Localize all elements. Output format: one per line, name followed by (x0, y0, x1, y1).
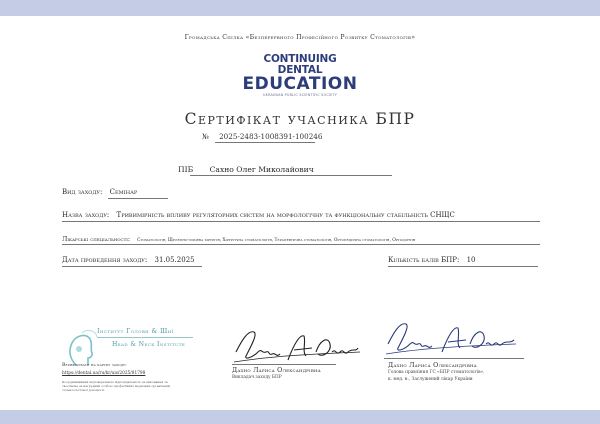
date-value: 31.05.2025 (154, 256, 195, 264)
event-type-underline (108, 198, 168, 199)
certificate-title: Сертифікат учасника БПР (184, 110, 416, 128)
event-type-label: Вид заходу: (62, 188, 103, 196)
fine-print: Координаційний відповідальною відповідальність за виконання та своєчасне за нагрудний особою професійних медичних організацій стоматологічної допомоги. (62, 380, 170, 393)
number-value: 2025-2483-1008391-100246 (219, 132, 323, 141)
logo-line-2: EDUCATION (242, 74, 358, 94)
event-type-row (62, 188, 137, 196)
signer-1-role: Викладач заходу БПР (232, 375, 282, 380)
signature-2-icon (384, 314, 518, 358)
certificate-number (202, 132, 322, 141)
points-underline (388, 266, 538, 267)
institute-separator (97, 337, 193, 338)
logo-line-1: CONTINUING DENTAL (263, 53, 337, 76)
fio-underline (190, 175, 392, 176)
points-label: Кількість балів БПР: (388, 256, 460, 264)
event-date-row (62, 256, 195, 264)
specialties-row (62, 235, 415, 243)
date-label: Дата проведення заходу: (62, 256, 148, 264)
points-value: 10 (466, 256, 476, 264)
event-name-label: Назва заходу: (62, 211, 110, 219)
number-underline (215, 142, 315, 143)
signature-1-icon (232, 322, 362, 366)
participant-name (178, 165, 314, 174)
top-border-band (0, 0, 600, 16)
institute-name-en: Head & Neck Institute (112, 341, 186, 348)
signer-2-role-2: к. мед. н., Заслужений лікар України (388, 377, 473, 382)
date-underline (62, 266, 202, 267)
specialties-value: Стоматологія, Щелепно-лицева хірургія, Хірургічна стоматологія, Терапевтична стоматологія, Ортопедична стоматологія, Ортодонтія (137, 238, 416, 243)
fio-label: ПІБ (178, 165, 194, 174)
bottom-border-band (0, 410, 600, 424)
signer-2-role-1: Голова правління ГС «БПР стоматологів», (388, 370, 485, 375)
number-label: № (202, 132, 209, 141)
event-name-row (62, 211, 455, 219)
cde-logo (240, 53, 360, 97)
specialties-label: Лікарські спеціальності: (62, 235, 131, 243)
signer-2-name: Дахно Лариса Олександрівна (388, 361, 477, 369)
fio-value: Сахно Олег Миколайович (209, 165, 314, 174)
verify-label: Верифікувати на картку заходу: (62, 363, 127, 368)
points-row (388, 256, 476, 264)
signature-1-underline (232, 364, 336, 365)
organization-name: Громадська Спілка «Безперервного Професійного Розвитку Стоматологів» (184, 34, 416, 41)
event-type-value: Семінар (109, 188, 138, 196)
event-name-underline (62, 221, 540, 222)
specialties-underline (62, 244, 540, 245)
signature-2-underline (384, 358, 524, 359)
event-name-value: Тривимірність впливу регуляторних систем на морфологічну та функціональну стабільність СНЩС (116, 211, 455, 219)
logo-line-3: UKRAINIAN PUBLIC SCIENTIFIC SOCIETY (262, 93, 338, 97)
institute-name-ua: Інститут Голови & Шиї (97, 327, 174, 335)
signer-1-name: Дахно Лариса Олександрівна (232, 366, 321, 374)
verify-link[interactable]: https://dental.ua/ru/kr/ais/2025/81798 (62, 371, 146, 376)
